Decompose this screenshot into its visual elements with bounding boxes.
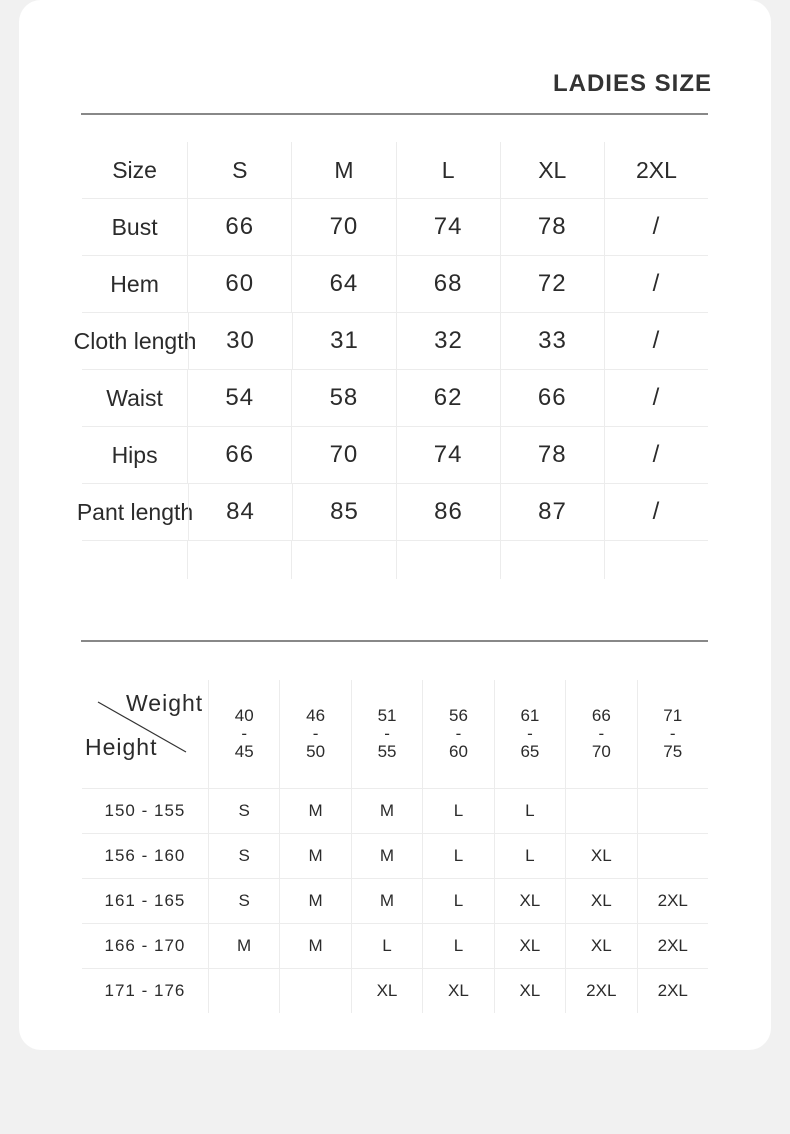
table-cell: S xyxy=(208,834,279,878)
table-cell: M xyxy=(279,924,350,968)
table-cell: 64 xyxy=(291,256,395,312)
table-cell: 2XL xyxy=(637,879,708,923)
table-header-row xyxy=(82,142,708,199)
corner-header xyxy=(82,680,208,788)
table-cell: 70 xyxy=(291,427,395,483)
table-cell xyxy=(565,789,636,833)
table-cell: M xyxy=(279,879,350,923)
table-cell: XL xyxy=(565,834,636,878)
table-cell: 66 xyxy=(187,199,291,255)
table-cell: 32 xyxy=(396,313,500,369)
height-label: Height xyxy=(85,734,158,760)
table-row xyxy=(82,969,708,1013)
header-cell: M xyxy=(291,142,395,198)
table-cell: 30 xyxy=(188,313,292,369)
table-cell: M xyxy=(208,924,279,968)
weight-range: 56 - 60 xyxy=(422,680,493,788)
table-cell: / xyxy=(604,313,708,369)
table-row xyxy=(73,313,708,370)
row-label: Bust xyxy=(111,213,158,240)
table-cell: XL xyxy=(494,879,565,923)
table-cell: M xyxy=(351,834,422,878)
weight-range: 46 - 50 xyxy=(279,680,350,788)
height-range: 166 - 170 xyxy=(104,936,186,955)
weight-range: 71 - 75 xyxy=(637,680,708,788)
weight-range: 51 - 55 xyxy=(351,680,422,788)
row-label: Pant length xyxy=(76,498,194,525)
table-cell: 78 xyxy=(500,199,604,255)
table-cell: 74 xyxy=(396,427,500,483)
table-cell: S xyxy=(208,789,279,833)
table-cell: 84 xyxy=(188,484,292,540)
table-cell xyxy=(291,541,395,579)
table-cell: L xyxy=(494,834,565,878)
table-cell xyxy=(208,969,279,1013)
table-cell xyxy=(637,834,708,878)
table-cell: 58 xyxy=(291,370,395,426)
table-cell: M xyxy=(279,789,350,833)
table-cell: 87 xyxy=(500,484,604,540)
table-cell xyxy=(604,541,708,579)
table-cell xyxy=(279,969,350,1013)
table-cell: 62 xyxy=(396,370,500,426)
table-row xyxy=(76,484,708,541)
table-cell: 74 xyxy=(396,199,500,255)
height-range: 156 - 160 xyxy=(104,846,186,865)
table-cell: L xyxy=(422,924,493,968)
table-row-empty xyxy=(82,541,708,579)
height-range: 150 - 155 xyxy=(104,801,186,820)
table-cell: / xyxy=(604,199,708,255)
table-row xyxy=(82,370,708,427)
row-label: Cloth length xyxy=(73,327,197,354)
page-title: LADIES SIZE xyxy=(552,70,712,97)
table-row xyxy=(82,834,708,879)
table-cell: XL xyxy=(565,879,636,923)
table-cell xyxy=(637,789,708,833)
table-cell: 2XL xyxy=(637,924,708,968)
table-cell: 66 xyxy=(500,370,604,426)
table-cell: L xyxy=(422,879,493,923)
weight-range: 40 - 45 xyxy=(208,680,279,788)
table-cell: / xyxy=(604,427,708,483)
weight-label: Weight xyxy=(126,690,204,716)
header-cell: Size xyxy=(112,156,157,183)
height-weight-table xyxy=(82,680,708,1013)
table-cell xyxy=(187,541,291,579)
table-cell: 2XL xyxy=(565,969,636,1013)
size-measurement-table xyxy=(73,142,708,579)
table-cell: / xyxy=(604,484,708,540)
divider xyxy=(81,640,708,642)
height-range: 171 - 176 xyxy=(104,981,186,1000)
table-cell: XL xyxy=(351,969,422,1013)
table-cell: L xyxy=(351,924,422,968)
table-cell: 60 xyxy=(187,256,291,312)
header-cell: XL xyxy=(500,142,604,198)
table-cell: L xyxy=(494,789,565,833)
weight-range: 66 - 70 xyxy=(565,680,636,788)
header-cell: S xyxy=(187,142,291,198)
table-cell: S xyxy=(208,879,279,923)
table-cell: / xyxy=(604,370,708,426)
table-row xyxy=(82,256,708,313)
table-cell: L xyxy=(422,834,493,878)
table-cell: 66 xyxy=(187,427,291,483)
table-cell: 68 xyxy=(396,256,500,312)
table-cell: 33 xyxy=(500,313,604,369)
table-cell: 86 xyxy=(396,484,500,540)
table-cell: XL xyxy=(494,969,565,1013)
table-row xyxy=(82,879,708,924)
table-cell: M xyxy=(279,834,350,878)
weight-range: 61 - 65 xyxy=(494,680,565,788)
table-cell: 2XL xyxy=(637,969,708,1013)
height-range: 161 - 165 xyxy=(104,891,186,910)
table-cell: L xyxy=(422,789,493,833)
table-row xyxy=(82,789,708,834)
table-cell: 85 xyxy=(292,484,396,540)
row-label: Waist xyxy=(106,384,163,411)
table-cell: M xyxy=(351,879,422,923)
table-cell: 78 xyxy=(500,427,604,483)
table-cell: XL xyxy=(422,969,493,1013)
table-cell: 54 xyxy=(187,370,291,426)
table-row xyxy=(82,199,708,256)
table-cell: M xyxy=(351,789,422,833)
header-cell: 2XL xyxy=(604,142,708,198)
table-row xyxy=(82,924,708,969)
row-label: Hips xyxy=(111,441,158,468)
table-cell: / xyxy=(604,256,708,312)
table-cell: XL xyxy=(494,924,565,968)
table-cell xyxy=(396,541,500,579)
table-cell xyxy=(82,541,187,579)
table-header-row xyxy=(82,680,708,789)
row-label: Hem xyxy=(110,270,159,297)
table-cell: 70 xyxy=(291,199,395,255)
header-cell: L xyxy=(396,142,500,198)
table-cell: 31 xyxy=(292,313,396,369)
table-row xyxy=(82,427,708,484)
table-cell: XL xyxy=(565,924,636,968)
table-cell: 72 xyxy=(500,256,604,312)
divider xyxy=(81,113,708,115)
table-cell xyxy=(500,541,604,579)
